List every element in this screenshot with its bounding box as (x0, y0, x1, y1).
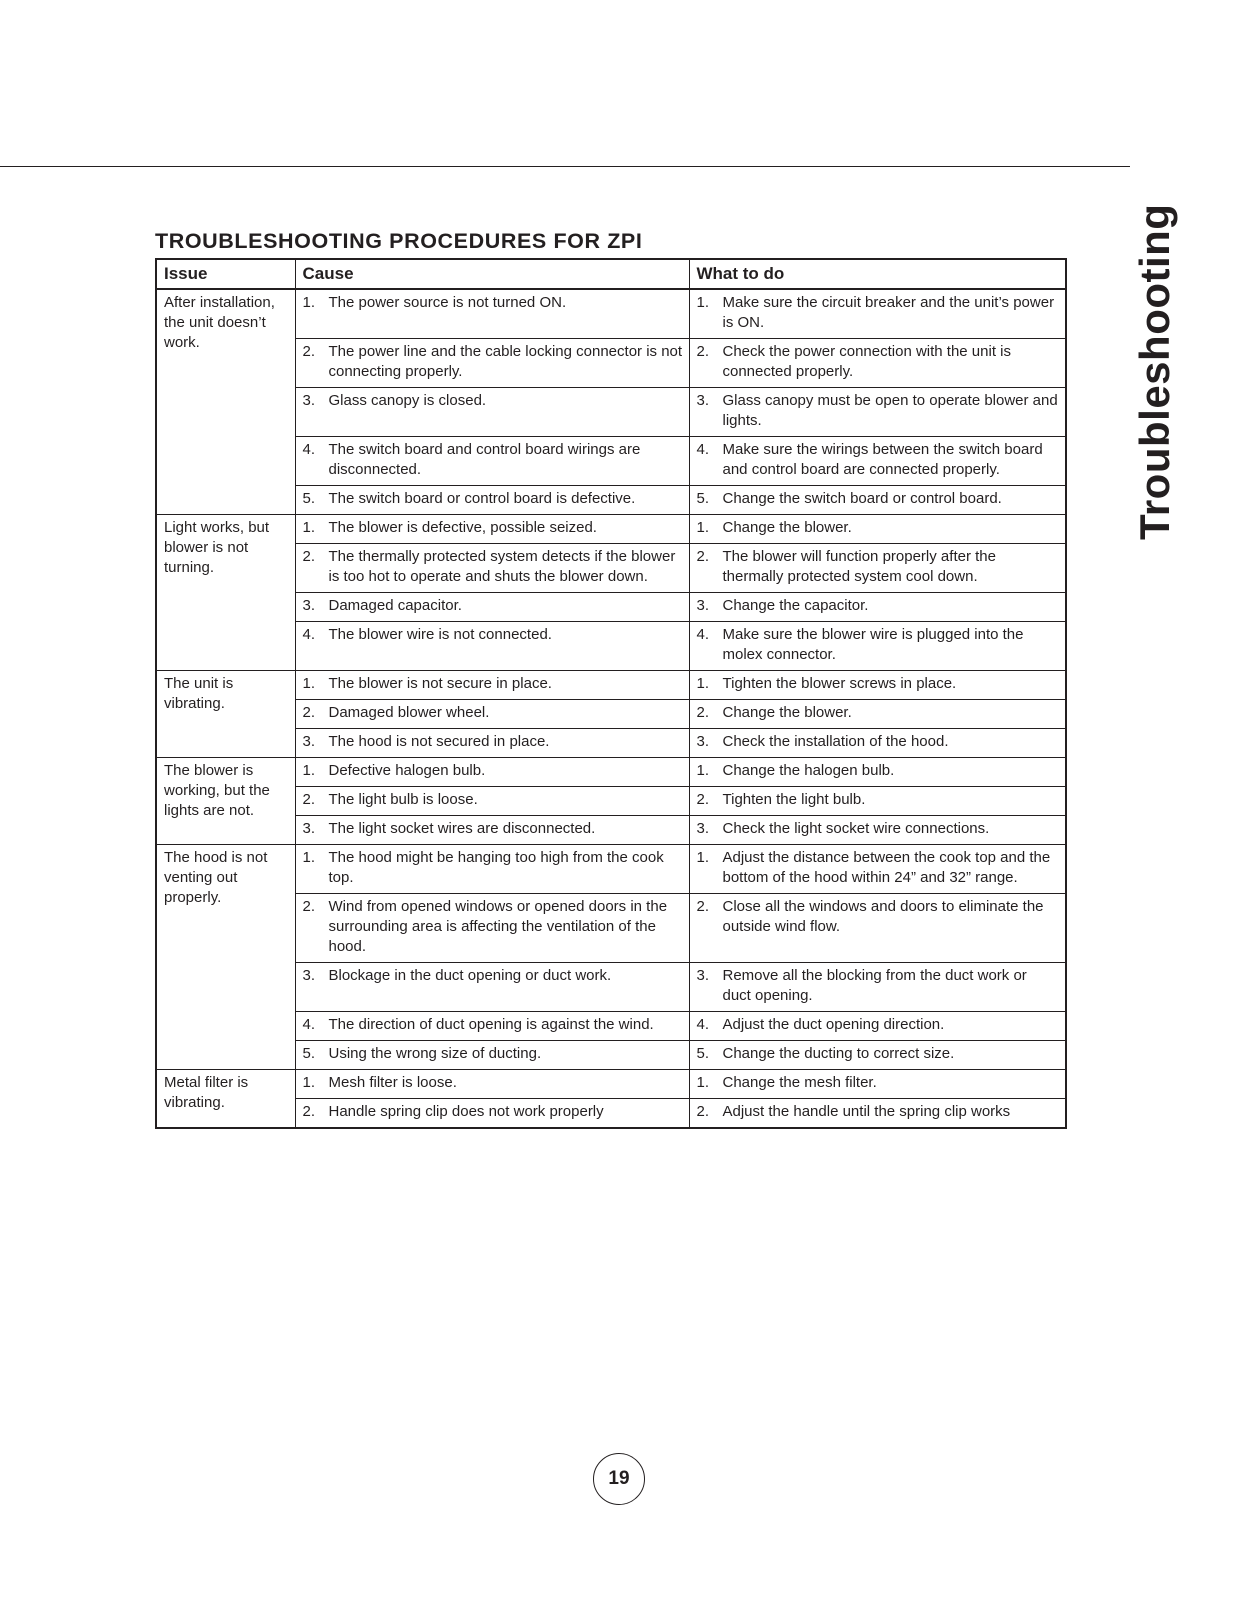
cause-cell (295, 700, 689, 729)
issue-cell: Metal filter is vibrating. (156, 1070, 295, 1129)
item-number: 1. (302, 675, 316, 692)
item-number: 5. (302, 490, 316, 507)
item-number: 3. (696, 597, 710, 614)
cause-text: The hood might be hanging too high from the cook top. (328, 849, 664, 886)
issue-cell: The unit is vibrating. (156, 671, 295, 758)
cause-cell (295, 339, 689, 388)
what-to-do-text: Remove all the blocking from the duct work or duct opening. (722, 967, 1027, 1004)
cause-text: The hood is not secured in place. (328, 733, 550, 750)
item-number: 1. (302, 1074, 316, 1091)
table-row (156, 758, 1066, 787)
page-title: TROUBLESHOOTING PROCEDURES FOR ZPI (155, 229, 643, 253)
cause-text: The power line and the cable locking connector is not connecting properly. (328, 343, 683, 380)
cause-text: The direction of duct opening is against the wind. (328, 1016, 654, 1033)
side-tab-label: Troubleshooting (1131, 203, 1178, 540)
page-number: 19 (593, 1453, 645, 1505)
cause-cell (295, 963, 689, 1012)
cause-cell (295, 758, 689, 787)
header-rule (0, 166, 1130, 167)
item-number: 1. (696, 675, 710, 692)
item-number: 3. (302, 967, 316, 984)
what-to-do-cell (689, 729, 1066, 758)
what-to-do-cell (689, 845, 1066, 894)
item-number: 1. (696, 1074, 710, 1091)
cause-text: Mesh filter is loose. (328, 1074, 457, 1091)
cause-cell (295, 289, 689, 339)
item-number: 2. (696, 343, 710, 360)
table-row (156, 1070, 1066, 1099)
what-to-do-cell (689, 1012, 1066, 1041)
cause-text: The light bulb is loose. (328, 791, 478, 808)
what-to-do-text: Change the switch board or control board. (722, 490, 1002, 507)
cause-text: The switch board and control board wirings are disconnected. (328, 441, 641, 478)
what-to-do-text: Check the light socket wire connections. (722, 820, 990, 837)
what-to-do-cell (689, 544, 1066, 593)
item-number: 3. (696, 392, 710, 409)
what-to-do-text: Check the installation of the hood. (722, 733, 949, 750)
item-number: 1. (302, 519, 316, 536)
item-number: 4. (696, 441, 710, 458)
table-row (156, 671, 1066, 700)
item-number: 3. (302, 820, 316, 837)
cause-text: The light socket wires are disconnected. (328, 820, 596, 837)
what-to-do-cell (689, 963, 1066, 1012)
what-to-do-cell (689, 700, 1066, 729)
what-to-do-text: Change the blower. (722, 519, 852, 536)
what-to-do-cell (689, 1041, 1066, 1070)
item-number: 2. (696, 1103, 710, 1120)
what-to-do-text: Change the mesh filter. (722, 1074, 877, 1091)
what-to-do-text: Glass canopy must be open to operate blower and lights. (722, 392, 1058, 429)
troubleshooting-table (155, 258, 1067, 1129)
cause-text: The blower is not secure in place. (328, 675, 552, 692)
item-number: 3. (302, 597, 316, 614)
cause-cell (295, 437, 689, 486)
table-header-row (156, 259, 1066, 289)
what-to-do-cell (689, 1070, 1066, 1099)
what-to-do-text: Adjust the handle until the spring clip works (722, 1103, 1011, 1120)
what-to-do-cell (689, 894, 1066, 963)
table-row (156, 515, 1066, 544)
cause-cell (295, 1099, 689, 1129)
item-number: 1. (302, 849, 316, 866)
what-to-do-cell (689, 339, 1066, 388)
cause-cell (295, 816, 689, 845)
issue-cell: Light works, but blower is not turning. (156, 515, 295, 671)
cause-text: Damaged capacitor. (328, 597, 462, 614)
what-to-do-cell (689, 515, 1066, 544)
item-number: 4. (696, 626, 710, 643)
item-number: 2. (696, 791, 710, 808)
cause-cell (295, 593, 689, 622)
cause-text: The blower wire is not connected. (328, 626, 552, 643)
item-number: 3. (696, 733, 710, 750)
item-number: 2. (302, 1103, 316, 1120)
cause-cell (295, 1012, 689, 1041)
item-number: 1. (696, 519, 710, 536)
what-to-do-text: Make sure the circuit breaker and the unit’s power is ON. (722, 294, 1055, 331)
what-to-do-text: Change the ducting to correct size. (722, 1045, 955, 1062)
cause-text: Damaged blower wheel. (328, 704, 490, 721)
cause-text: Blockage in the duct opening or duct work. (328, 967, 612, 984)
item-number: 2. (302, 791, 316, 808)
what-to-do-text: The blower will function properly after the thermally protected system cool down. (722, 548, 996, 585)
item-number: 2. (302, 704, 316, 721)
what-to-do-text: Change the capacitor. (722, 597, 869, 614)
item-number: 1. (302, 762, 316, 779)
item-number: 5. (302, 1045, 316, 1062)
item-number: 4. (696, 1016, 710, 1033)
table-row (156, 845, 1066, 894)
what-to-do-text: Make sure the blower wire is plugged into the molex connector. (722, 626, 1024, 663)
item-number: 2. (696, 898, 710, 915)
cause-text: Handle spring clip does not work properly (328, 1103, 604, 1120)
header-what-to-do: What to do (689, 259, 1066, 289)
what-to-do-text: Adjust the duct opening direction. (722, 1016, 945, 1033)
what-to-do-cell (689, 289, 1066, 339)
what-to-do-cell (689, 787, 1066, 816)
item-number: 3. (302, 392, 316, 409)
header-cause: Cause (295, 259, 689, 289)
item-number: 2. (302, 898, 316, 915)
issue-cell: The hood is not venting out properly. (156, 845, 295, 1070)
item-number: 3. (696, 820, 710, 837)
cause-cell (295, 515, 689, 544)
cause-text: Using the wrong size of ducting. (328, 1045, 542, 1062)
item-number: 4. (302, 1016, 316, 1033)
issue-cell: The blower is working, but the lights are not. (156, 758, 295, 845)
cause-cell (295, 1041, 689, 1070)
what-to-do-cell (689, 1099, 1066, 1129)
cause-cell (295, 894, 689, 963)
item-number: 4. (302, 441, 316, 458)
item-number: 3. (302, 733, 316, 750)
cause-cell (295, 671, 689, 700)
what-to-do-cell (689, 816, 1066, 845)
what-to-do-cell (689, 758, 1066, 787)
item-number: 5. (696, 1045, 710, 1062)
item-number: 1. (696, 849, 710, 866)
cause-cell (295, 845, 689, 894)
cause-text: Wind from opened windows or opened doors in the surrounding area is affecting the ventilation of the hood. (328, 898, 668, 955)
cause-cell (295, 486, 689, 515)
header-issue: Issue (156, 259, 295, 289)
what-to-do-text: Change the halogen bulb. (722, 762, 895, 779)
item-number: 3. (696, 967, 710, 984)
what-to-do-cell (689, 486, 1066, 515)
what-to-do-cell (689, 437, 1066, 486)
what-to-do-text: Check the power connection with the unit is connected properly. (722, 343, 1011, 380)
item-number: 4. (302, 626, 316, 643)
what-to-do-text: Adjust the distance between the cook top and the bottom of the hood within 24” and 32” range. (722, 849, 1051, 886)
item-number: 1. (696, 294, 710, 311)
table-body (156, 289, 1066, 1128)
what-to-do-text: Change the blower. (722, 704, 852, 721)
cause-cell (295, 1070, 689, 1099)
cause-cell (295, 622, 689, 671)
cause-cell (295, 729, 689, 758)
what-to-do-text: Close all the windows and doors to eliminate the outside wind flow. (722, 898, 1044, 935)
item-number: 2. (302, 343, 316, 360)
cause-text: The power source is not turned ON. (328, 294, 567, 311)
cause-text: Glass canopy is closed. (328, 392, 487, 409)
item-number: 1. (302, 294, 316, 311)
item-number: 1. (696, 762, 710, 779)
item-number: 2. (696, 548, 710, 565)
issue-cell: After installation, the unit doesn’t work. (156, 289, 295, 515)
cause-cell (295, 544, 689, 593)
table-row (156, 289, 1066, 339)
item-number: 2. (302, 548, 316, 565)
cause-text: Defective halogen bulb. (328, 762, 486, 779)
cause-text: The switch board or control board is defective. (328, 490, 636, 507)
side-tab (1125, 203, 1185, 540)
cause-cell (295, 787, 689, 816)
item-number: 5. (696, 490, 710, 507)
what-to-do-cell (689, 388, 1066, 437)
what-to-do-cell (689, 593, 1066, 622)
what-to-do-cell (689, 671, 1066, 700)
what-to-do-cell (689, 622, 1066, 671)
what-to-do-text: Tighten the blower screws in place. (722, 675, 957, 692)
cause-text: The blower is defective, possible seized. (328, 519, 597, 536)
item-number: 2. (696, 704, 710, 721)
cause-text: The thermally protected system detects if the blower is too hot to operate and shuts the blower down. (328, 548, 676, 585)
what-to-do-text: Make sure the wirings between the switch board and control board are connected properly. (722, 441, 1043, 478)
what-to-do-text: Tighten the light bulb. (722, 791, 866, 808)
cause-cell (295, 388, 689, 437)
